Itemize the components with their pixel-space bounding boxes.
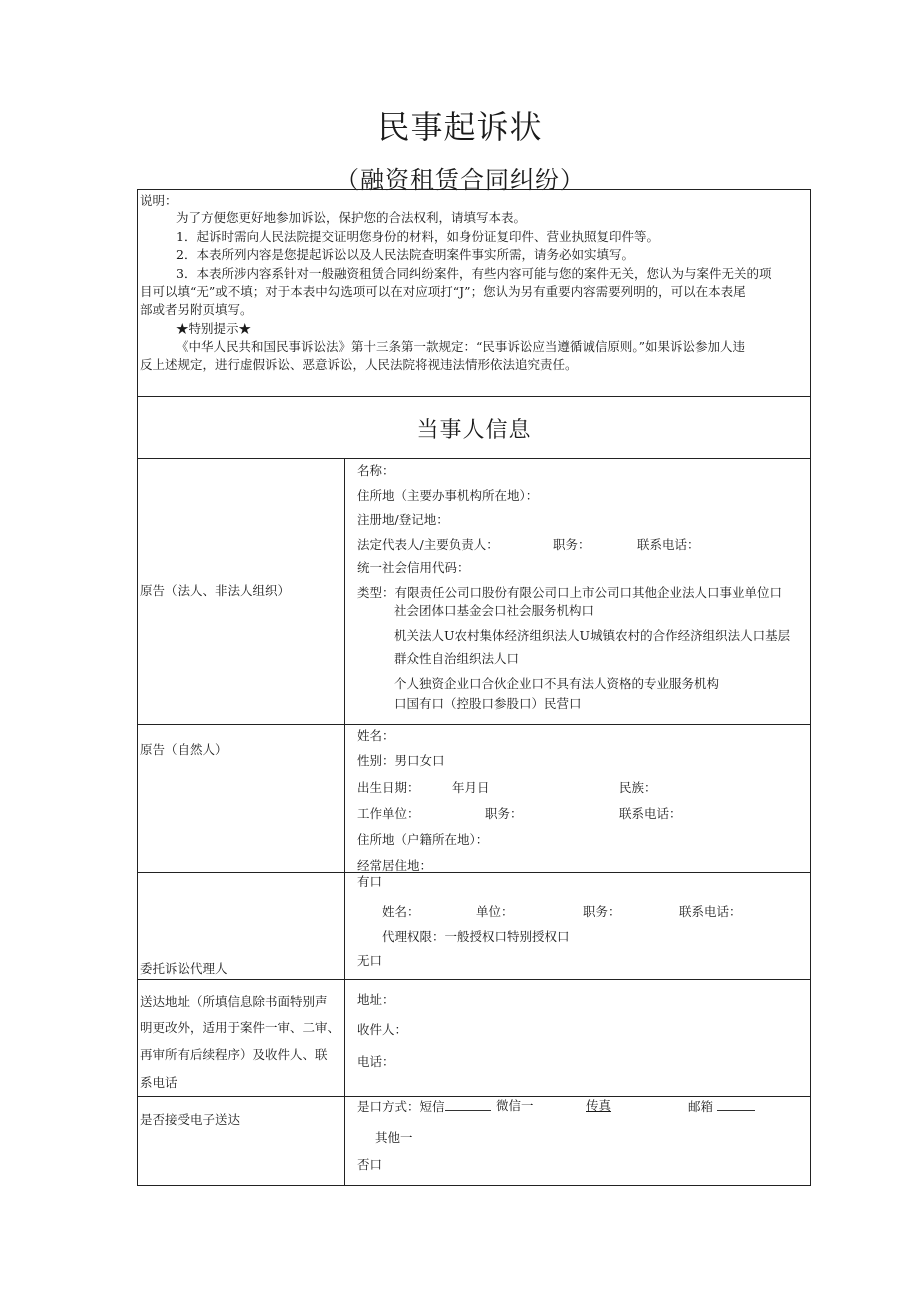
service-label-cont: 明更改外，适用于案件一审、二审、 <box>140 1020 341 1035</box>
e-service-other[interactable]: 其他一 <box>375 1130 413 1145</box>
sms-blank[interactable] <box>445 1098 491 1111</box>
org-ownership-options[interactable]: 口国有口（控股口参股口）民营口 <box>394 696 582 711</box>
section-title: 当事人信息 <box>416 418 532 443</box>
e-service-fax[interactable]: 传真 <box>586 1098 612 1113</box>
service-recipient-field[interactable]: 收件人： <box>357 1022 408 1037</box>
special-notice-text-cont: 反上述规定，进行虚假诉讼、恶意诉讼，人民法院将视违法情形依法追究责任。 <box>140 357 578 372</box>
table-rule <box>137 979 811 980</box>
instructions-item-1: 1．起诉时需向人民法院提交证明您身份的材料，如身份证复印件、营业执照复印件等。 <box>176 229 659 244</box>
person-name-field[interactable]: 姓名： <box>357 728 395 743</box>
agent-position-field[interactable]: 职务： <box>583 904 621 919</box>
plaintiff-person-label: 原告（自然人） <box>140 742 228 757</box>
org-type-options[interactable]: 类型：有限责任公司口股份有限公司口上市公司口其他企业法人口事业单位口 <box>357 585 783 600</box>
org-rep-position-field[interactable]: 职务： <box>553 537 591 552</box>
org-registered-field[interactable]: 注册地/登记地： <box>357 512 449 527</box>
table-rule <box>137 1096 811 1097</box>
org-type-options-cont[interactable]: 机关法人U农村集体经济组织法人U城镇农村的合作经济组织法人口基层 <box>394 628 791 643</box>
table-rule <box>137 872 811 873</box>
org-phone-field[interactable]: 联系电话： <box>637 537 700 552</box>
person-domicile-field[interactable]: 住所地（户籍所在地）： <box>357 832 489 847</box>
agent-name-field[interactable]: 姓名： <box>382 904 420 919</box>
person-birth-field[interactable]: 出生日期： <box>357 780 420 795</box>
document-title: 民事起诉状 <box>377 108 543 146</box>
person-position-field[interactable]: 职务： <box>485 806 523 821</box>
person-gender-options[interactable]: 性别：男口女口 <box>357 753 445 768</box>
agent-unit-field[interactable]: 单位： <box>476 904 514 919</box>
agent-authority-options[interactable]: 代理权限：一般授权口特别授权口 <box>382 929 570 944</box>
service-address-field[interactable]: 地址： <box>357 992 395 1007</box>
org-name-field[interactable]: 名称： <box>357 463 395 478</box>
org-type-options-cont[interactable]: 群众性自治组织法人口 <box>394 651 520 666</box>
special-notice-text: 《中华人民共和国民事诉讼法》第十三条第一款规定：“民事诉讼应当遵循诚信原则。”如果诉讼参加人违 <box>176 339 746 354</box>
table-rule <box>137 724 811 725</box>
column-divider <box>344 458 345 1185</box>
special-notice-title: ★特别提示★ <box>176 321 252 336</box>
service-phone-field[interactable]: 电话： <box>357 1054 395 1069</box>
org-domicile-field[interactable]: 住所地（主要办事机构所在地）： <box>357 488 539 503</box>
e-service-label: 是否接受电子送达 <box>140 1112 241 1127</box>
instructions-item-3: 3．本表所涉内容系针对一般融资租赁合同纠纷案件，有些内容可能与您的案件无关，您认为与案件无关的项 <box>176 266 772 281</box>
person-work-unit-field[interactable]: 工作单位： <box>357 806 420 821</box>
agent-none-option[interactable]: 无口 <box>357 953 383 968</box>
e-service-mail-label: 邮箱 <box>688 1099 714 1114</box>
agent-has-option[interactable]: 有口 <box>357 874 383 889</box>
mail-blank[interactable] <box>717 1098 755 1111</box>
person-residence-field[interactable]: 经常居住地： <box>357 858 433 873</box>
service-label: 送达地址（所填信息除书面特别声 <box>140 994 328 1009</box>
document-subtitle: （融资租赁合同纠纷） <box>335 166 585 194</box>
instructions-item-3-cont: 部或者另附页填写。 <box>140 302 253 317</box>
plaintiff-org-label: 原告（法人、非法人组织） <box>140 583 291 598</box>
person-birth-ymd: 年月日 <box>452 780 490 795</box>
e-service-yes-option[interactable] <box>357 1098 491 1115</box>
instructions-item-3-cont: 目可以填“无”或不填；对于本表中勾选项可以在对应项打“J”；您认为另有重要内容需要列明的，可以在本表尾 <box>140 284 746 299</box>
e-service-wechat[interactable]: 微信一 <box>496 1098 534 1113</box>
table-rule <box>137 458 811 459</box>
instructions-intro: 为了方便您更好地参加诉讼，保护您的合法权利，请填写本表。 <box>176 210 527 225</box>
org-credit-code-field[interactable]: 统一社会信用代码： <box>357 560 470 575</box>
e-service-sms-label: 是口方式：短信 <box>357 1099 445 1114</box>
person-ethnicity-field[interactable]: 民族： <box>619 780 657 795</box>
org-type-options-cont[interactable]: 社会团体口基金会口社会服务机构口 <box>394 603 595 618</box>
agent-label: 委托诉讼代理人 <box>140 961 228 976</box>
person-phone-field[interactable]: 联系电话： <box>619 806 682 821</box>
instructions-item-2: 2．本表所列内容是您提起诉讼以及人民法院查明案件事实所需，请务必如实填写。 <box>176 247 634 262</box>
service-label-cont: 系电话 <box>140 1075 178 1090</box>
service-label-cont: 再审所有后续程序）及收件人、联 <box>140 1047 328 1062</box>
table-rule <box>137 396 811 397</box>
agent-phone-field[interactable]: 联系电话： <box>679 904 742 919</box>
e-service-no-option[interactable]: 否口 <box>357 1157 383 1172</box>
instructions-heading: 说明： <box>140 193 178 208</box>
org-rep-field[interactable]: 法定代表人/主要负责人： <box>357 537 499 552</box>
e-service-mail[interactable] <box>688 1098 755 1115</box>
org-type-options-cont[interactable]: 个人独资企业口合伙企业口不具有法人资格的专业服务机构 <box>394 676 720 691</box>
